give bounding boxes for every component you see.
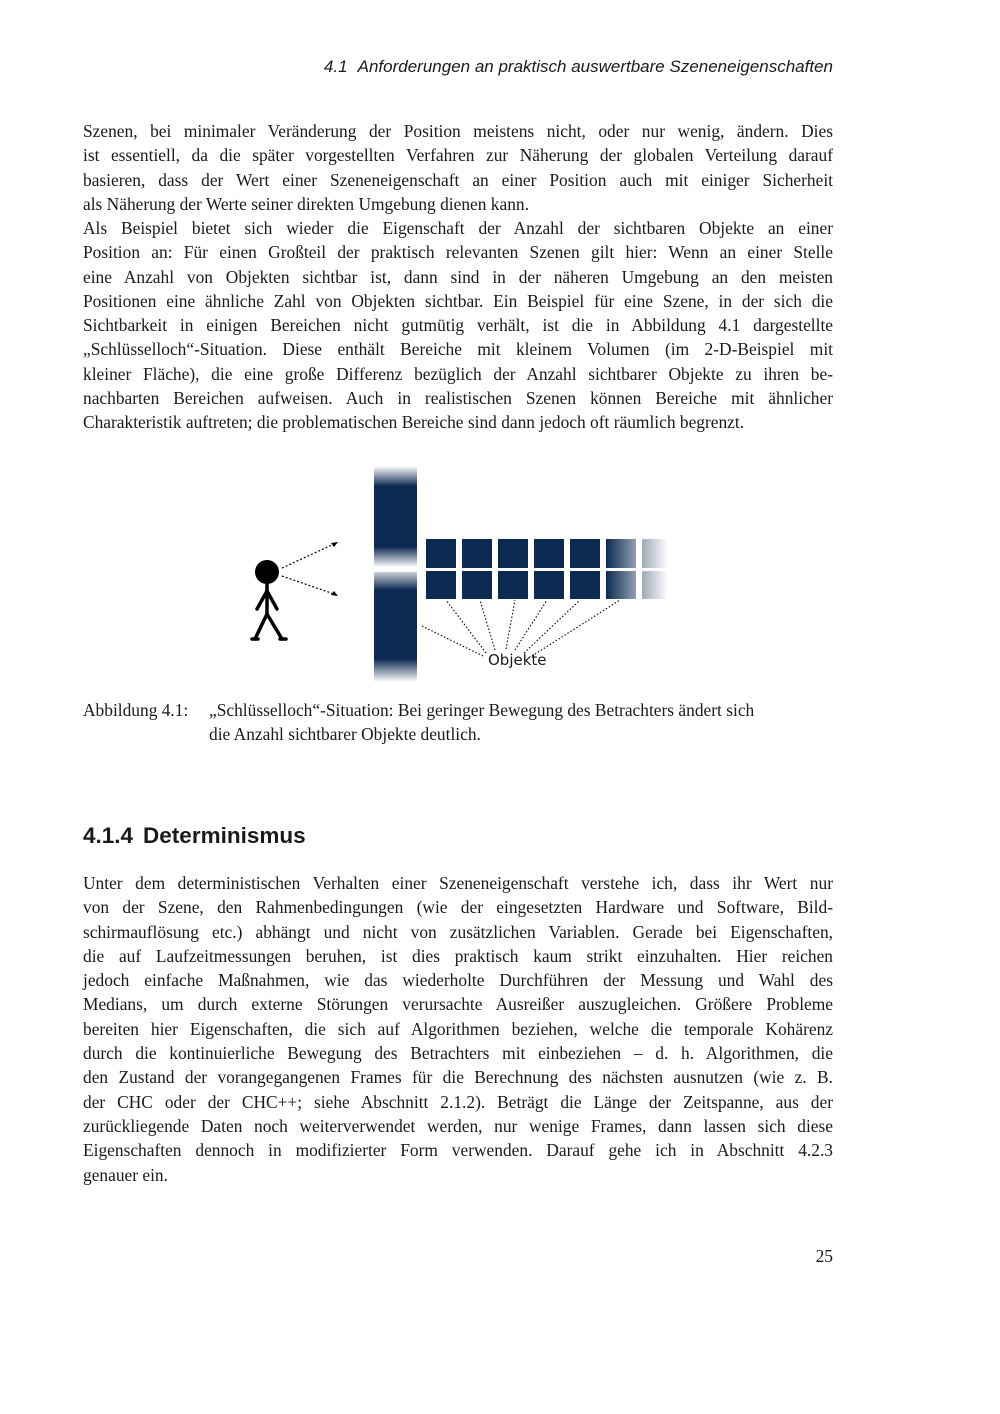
running-head-section-number: 4.1: [323, 57, 348, 76]
object: [606, 571, 636, 599]
text-line: Eigenschaften dennoch in modifizierter Form verwenden. Darauf gehe ich in Abschnitt 4.2.3: [83, 1140, 833, 1161]
running-head-section-title: Anforderungen an praktisch auswertbare Szeneneigenschaften: [357, 57, 833, 76]
caption-line: „Schlüsselloch“-Situation: Bei geringer Bewegung des Betrachters ändert sich: [209, 700, 755, 720]
object: [534, 571, 564, 599]
viewer-figure-icon: [252, 560, 286, 639]
object: [498, 571, 528, 599]
object: [534, 539, 564, 568]
text-line: „Schlüsselloch“-Situation. Diese enthält Bereiche mit kleinem Volumen (im 2-D-Beispiel mit: [83, 339, 833, 360]
objects-label: Objekte: [488, 651, 547, 669]
text-line: zurückliegende Daten noch weiterverwendet werden, nur wenige Frames, dann lassen sich diese: [83, 1115, 833, 1136]
text-line: kleiner Fläche), die eine große Differenz bezüglich der Anzahl sichtbarer Objekte zu ihren be-: [83, 363, 833, 384]
object: [462, 539, 492, 568]
text-line: von der Szene, den Rahmenbedingungen (wie der eingesetzten Hardware und Software, Bild-: [83, 897, 833, 918]
object: [642, 571, 668, 599]
text-line: den Zustand der vorangegangenen Frames für die Berechnung des nächsten ausnutzen (wie z. B.: [83, 1067, 833, 1088]
text-line: Position an: Für einen Großteil der praktisch relevanten Szenen gilt hier: Wenn an einer Stelle: [83, 242, 833, 263]
object: [498, 539, 528, 568]
text-line: Als Beispiel bietet sich wieder die Eigenschaft der Anzahl der sichtbaren Objekte an einer: [83, 218, 833, 238]
text-line: nachbarten Bereichen aufweisen. Auch in realistischen Szenen können Bereiche mit ähnlicher: [83, 388, 833, 409]
paragraph-3: [83, 871, 833, 1187]
text-line: Charakteristik auftreten; die problematischen Bereiche sind dann jedoch oft räumlich begrenzt.: [83, 412, 745, 433]
text-line: Szenen, bei minimaler Veränderung der Position meistens nicht, oder nur wenig, ändern. Dies: [83, 121, 833, 141]
section-heading: [83, 823, 306, 849]
objects: [426, 539, 668, 599]
leader-lines: [422, 600, 620, 656]
text-line: ist essentiell, da die später vorgestellten Verfahren zur Näherung der globalen Verteilung darauf: [83, 145, 833, 166]
keyhole-gap: [374, 567, 417, 572]
section-title: Determinismus: [143, 823, 306, 848]
object: [642, 539, 668, 568]
object: [426, 539, 456, 568]
text-line: Unter dem deterministischen Verhalten einer Szeneneigenschaft verstehe ich, dass ihr Wert nur: [83, 873, 833, 893]
ray-arrowhead: [331, 542, 338, 547]
object: [426, 571, 456, 599]
wall-upper: [374, 466, 417, 567]
object: [462, 571, 492, 599]
paragraph-1: [83, 119, 833, 216]
caption-line: die Anzahl sichtbarer Objekte deutlich.: [209, 724, 481, 744]
text-line: bereiten hier Eigenschaften, die sich auf Algorithmen beziehen, welche die temporale Kohärenz: [83, 1018, 833, 1039]
page-number: 25: [815, 1246, 833, 1266]
section-number: 4.1.4: [83, 823, 134, 848]
text-line: schirmauflösung etc.) abhängt und nicht von zusätzlichen Variablen. Gerade bei Eigenschaften,: [83, 921, 833, 942]
text-line: Sichtbarkeit in einigen Bereichen nicht gutmütig verhält, ist die in Abbildung 4.1 dargestellte: [83, 315, 833, 336]
object: [570, 571, 600, 599]
caption-label: Abbildung 4.1:: [83, 700, 189, 720]
figure-keyhole: [240, 466, 680, 682]
paragraph-2: [83, 216, 833, 435]
text-line: durch die kontinuierliche Bewegung des Betrachters mit einbeziehen – d. h. Algorithmen, die: [83, 1043, 833, 1064]
text-line: basieren, dass der Wert einer Szeneneigenschaft an einer Position auch mit einiger Sicherheit: [83, 169, 833, 190]
object: [606, 539, 636, 568]
object: [570, 539, 600, 568]
text-line: eine Anzahl von Objekten sichtbar ist, dann sind in der näheren Umgebung an den meisten: [83, 266, 833, 287]
text-line: als Näherung der Werte seiner direkten Umgebung dienen kann.: [83, 193, 529, 214]
running-head: [324, 57, 833, 77]
text-line: jedoch einfache Maßnahmen, wie das wiederholte Durchführen der Messung und Wahl des: [83, 970, 833, 991]
wall-lower: [374, 567, 417, 682]
text-line: die auf Laufzeitmessungen beruhen, ist dies praktisch kaum strikt einzuhalten. Hier reichen: [83, 945, 833, 966]
text-line: genauer ein.: [83, 1164, 168, 1185]
view-rays: [282, 544, 334, 594]
keyhole-diagram: [240, 466, 680, 682]
text-line: der CHC oder der CHC++; siehe Abschnitt 2.1.2). Beträgt die Länge der Zeitspanne, aus der: [83, 1091, 833, 1112]
text-line: Medians, um durch externe Störungen verursachte Ausreißer auszugleichen. Größere Probleme: [83, 994, 833, 1015]
text-line: Positionen eine ähnliche Zahl von Objekten sichtbar. Ein Beispiel für eine Szene, in der sich die: [83, 290, 833, 311]
